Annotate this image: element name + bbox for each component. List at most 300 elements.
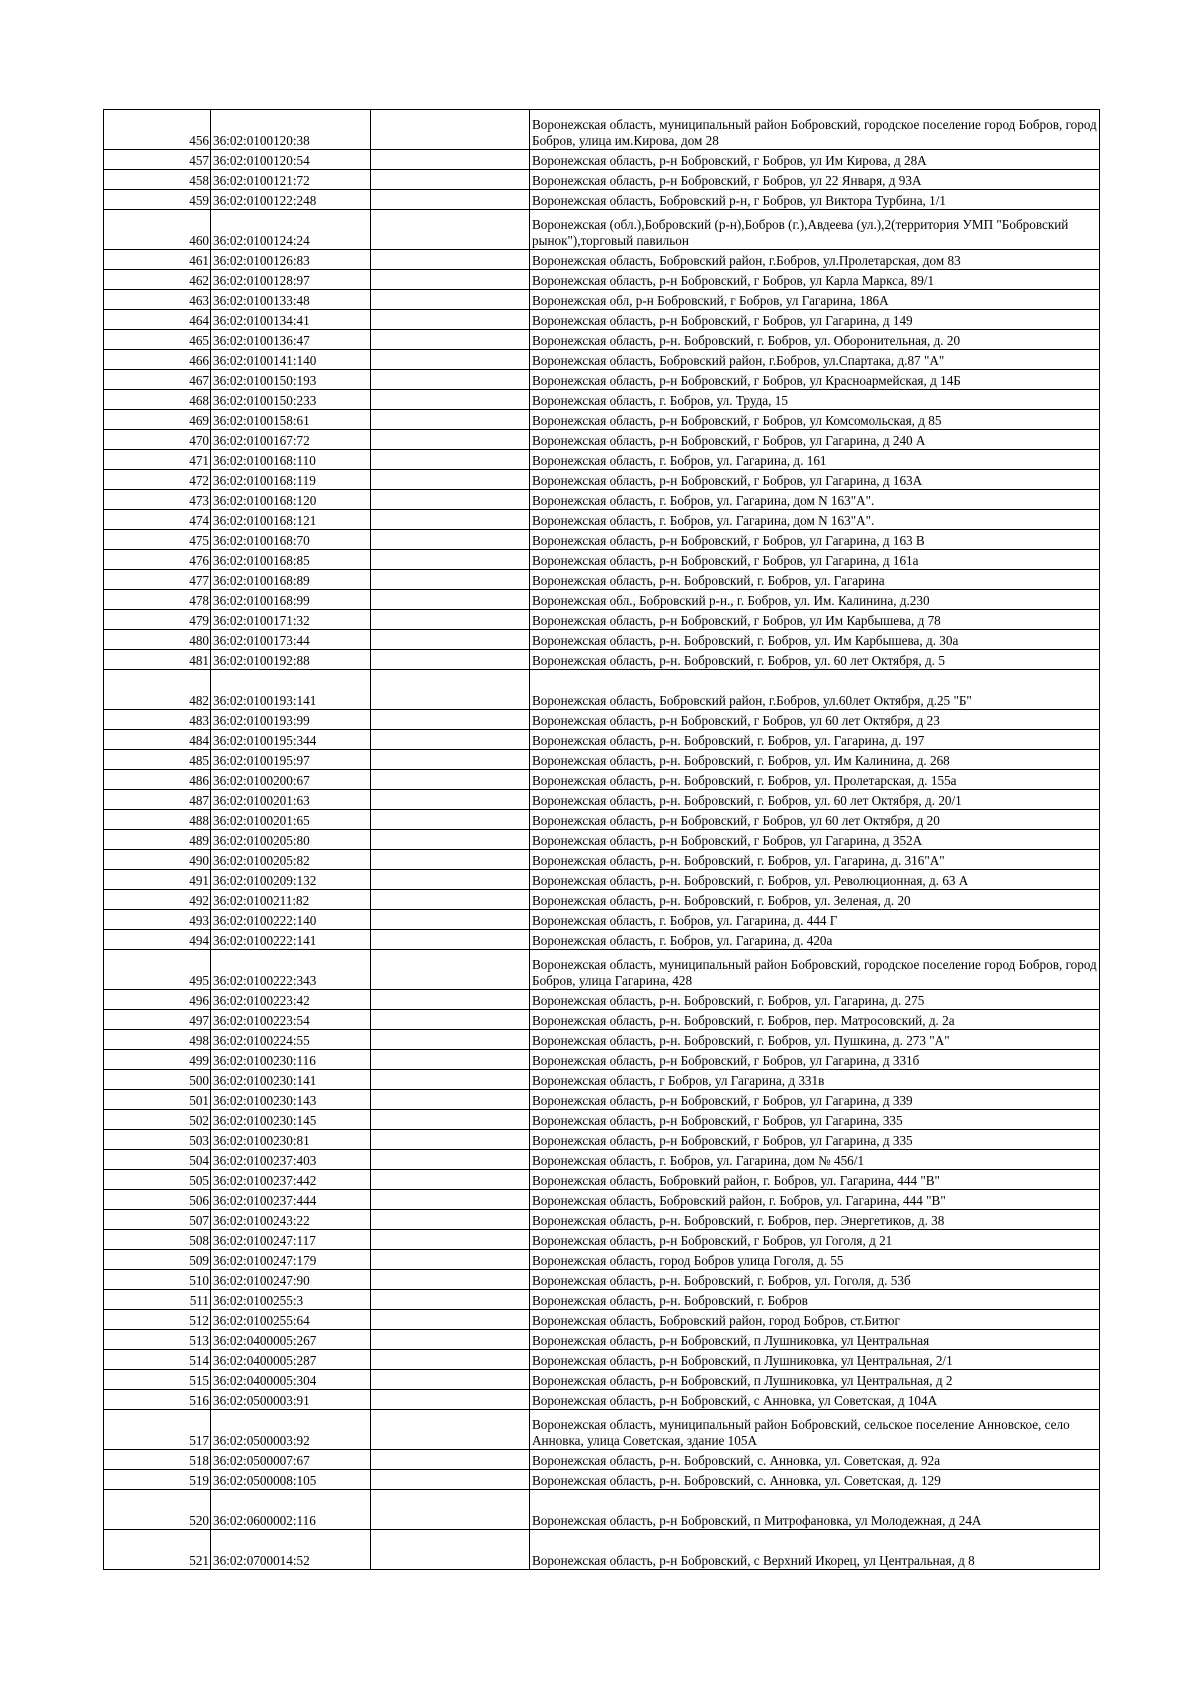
cadastral-number-cell: 36:02:0400005:267 [211, 1330, 371, 1350]
empty-cell [371, 530, 530, 550]
cadastral-number-cell: 36:02:0100173:44 [211, 630, 371, 650]
cadastral-number-cell: 36:02:0100247:90 [211, 1270, 371, 1290]
empty-cell [371, 470, 530, 490]
row-number-cell: 482 [104, 670, 211, 710]
cadastral-number-cell: 36:02:0100150:233 [211, 390, 371, 410]
address-cell: Воронежская область, р-н. Бобровский, г. Бобров, ул. Гоголя, д. 53б [530, 1270, 1100, 1290]
address-cell: Воронежская область, р-н. Бобровский, с. Анновка, ул. Советская, д. 129 [530, 1470, 1100, 1490]
address-cell: Воронежская область, Бобровкий район, г. Бобров, ул. Гагарина, 444 "В" [530, 1170, 1100, 1190]
row-number-cell: 514 [104, 1350, 211, 1370]
row-number-cell: 501 [104, 1090, 211, 1110]
address-cell: Воронежская область, г. Бобров, ул. Гагарина, дом № 456/1 [530, 1150, 1100, 1170]
empty-cell [371, 1350, 530, 1370]
address-cell: Воронежская область, р-н Бобровский, г Бобров, ул Комсомольская, д 85 [530, 410, 1100, 430]
cadastral-number-cell: 36:02:0100223:42 [211, 990, 371, 1010]
row-number-cell: 468 [104, 390, 211, 410]
row-number-cell: 465 [104, 330, 211, 350]
empty-cell [371, 770, 530, 790]
empty-cell [371, 1270, 530, 1290]
empty-cell [371, 190, 530, 210]
address-cell: Воронежская область, р-н Бобровский, г Бобров, ул Карла Маркса, 89/1 [530, 270, 1100, 290]
empty-cell [371, 830, 530, 850]
cadastral-number-cell: 36:02:0100255:64 [211, 1310, 371, 1330]
cadastral-number-cell: 36:02:0100128:97 [211, 270, 371, 290]
address-cell: Воронежская область, р-н. Бобровский, г. Бобров, ул. Гагарина, д. 316"А" [530, 850, 1100, 870]
row-number-cell: 504 [104, 1150, 211, 1170]
empty-cell [371, 170, 530, 190]
empty-cell [371, 990, 530, 1010]
empty-cell [371, 1130, 530, 1150]
cadastral-number-cell: 36:02:0100223:54 [211, 1010, 371, 1030]
registry-table [103, 109, 1100, 1570]
cadastral-number-cell: 36:02:0100230:141 [211, 1070, 371, 1090]
row-number-cell: 461 [104, 250, 211, 270]
empty-cell [371, 210, 530, 250]
table-row [104, 1310, 1100, 1330]
row-number-cell: 464 [104, 310, 211, 330]
address-cell: Воронежская область, р-н Бобровский, г Бобров, ул Гагарина, 335 [530, 1110, 1100, 1130]
table-row [104, 710, 1100, 730]
address-cell: Воронежская область, р-н Бобровский, г Бобров, ул Гагарина, д 331б [530, 1050, 1100, 1070]
address-cell: Воронежская область, р-н. Бобровский, г. Бобров, ул. Оборонительная, д. 20 [530, 330, 1100, 350]
table-row [104, 590, 1100, 610]
empty-cell [371, 810, 530, 830]
cadastral-number-cell: 36:02:0100222:343 [211, 950, 371, 990]
table-row [104, 670, 1100, 710]
address-cell: Воронежская (обл.),Бобровский (р-н),Бобров (г.),Авдеева (ул.),2(территория УМП "Бобровский рынок"),торговый павильон [530, 210, 1100, 250]
empty-cell [371, 410, 530, 430]
table-row [104, 170, 1100, 190]
row-number-cell: 520 [104, 1490, 211, 1530]
address-cell: Воронежская область, р-н Бобровский, п Лушниковка, ул Центральная [530, 1330, 1100, 1350]
row-number-cell: 489 [104, 830, 211, 850]
address-cell: Воронежская область, р-н Бобровский, г Бобров, ул 60 лет Октября, д 20 [530, 810, 1100, 830]
address-cell: Воронежская обл, р-н Бобровский, г Бобров, ул Гагарина, 186А [530, 290, 1100, 310]
address-cell: Воронежская область, р-н. Бобровский, г. Бобров, ул. Гагарина, д. 275 [530, 990, 1100, 1010]
address-cell: Воронежская область, р-н Бобровский, г Бобров, ул Гагарина, д 149 [530, 310, 1100, 330]
address-cell: Воронежская область, муниципальный район Бобровский, городское поселение город Бобров, город Бобров, улица им.Кирова, дом 28 [530, 110, 1100, 150]
row-number-cell: 494 [104, 930, 211, 950]
empty-cell [371, 1090, 530, 1110]
table-row [104, 1030, 1100, 1050]
empty-cell [371, 450, 530, 470]
cadastral-number-cell: 36:02:0100209:132 [211, 870, 371, 890]
table-row [104, 890, 1100, 910]
empty-cell [371, 1390, 530, 1410]
cadastral-number-cell: 36:02:0100211:82 [211, 890, 371, 910]
empty-cell [371, 1370, 530, 1390]
empty-cell [371, 1470, 530, 1490]
empty-cell [371, 910, 530, 930]
cadastral-number-cell: 36:02:0100168:119 [211, 470, 371, 490]
cadastral-number-cell: 36:02:0100158:61 [211, 410, 371, 430]
row-number-cell: 518 [104, 1450, 211, 1470]
table-row [104, 1130, 1100, 1150]
empty-cell [371, 550, 530, 570]
row-number-cell: 463 [104, 290, 211, 310]
row-number-cell: 508 [104, 1230, 211, 1250]
row-number-cell: 497 [104, 1010, 211, 1030]
address-cell: Воронежская область, р-н. Бобровский, г. Бобров, ул. Зеленая, д. 20 [530, 890, 1100, 910]
cadastral-number-cell: 36:02:0100205:80 [211, 830, 371, 850]
empty-cell [371, 390, 530, 410]
row-number-cell: 496 [104, 990, 211, 1010]
table-row [104, 870, 1100, 890]
table-row [104, 570, 1100, 590]
table-row [104, 1470, 1100, 1490]
cadastral-number-cell: 36:02:0100201:63 [211, 790, 371, 810]
row-number-cell: 469 [104, 410, 211, 430]
empty-cell [371, 930, 530, 950]
row-number-cell: 473 [104, 490, 211, 510]
empty-cell [371, 350, 530, 370]
address-cell: Воронежская область, г. Бобров, ул. Гагарина, д. 444 Г [530, 910, 1100, 930]
table-row [104, 1350, 1100, 1370]
cadastral-number-cell: 36:02:0100230:143 [211, 1090, 371, 1110]
empty-cell [371, 950, 530, 990]
address-cell: Воронежская область, муниципальный район Бобровский, городское поселение город Бобров, город Бобров, улица Гагарина, 428 [530, 950, 1100, 990]
empty-cell [371, 1250, 530, 1270]
empty-cell [371, 1110, 530, 1130]
empty-cell [371, 250, 530, 270]
empty-cell [371, 850, 530, 870]
row-number-cell: 470 [104, 430, 211, 450]
table-row [104, 150, 1100, 170]
row-number-cell: 491 [104, 870, 211, 890]
cadastral-number-cell: 36:02:0100195:344 [211, 730, 371, 750]
row-number-cell: 483 [104, 710, 211, 730]
cadastral-number-cell: 36:02:0100230:145 [211, 1110, 371, 1130]
table-row [104, 490, 1100, 510]
address-cell: Воронежская область, г Бобров, ул Гагарина, д 331в [530, 1070, 1100, 1090]
address-cell: Воронежская область, Бобровский район, г.Бобров, ул.Пролетарская, дом 83 [530, 250, 1100, 270]
cadastral-number-cell: 36:02:0100237:442 [211, 1170, 371, 1190]
row-number-cell: 486 [104, 770, 211, 790]
row-number-cell: 476 [104, 550, 211, 570]
table-row [104, 110, 1100, 150]
row-number-cell: 519 [104, 1470, 211, 1490]
cadastral-number-cell: 36:02:0500008:105 [211, 1470, 371, 1490]
row-number-cell: 492 [104, 890, 211, 910]
table-row [104, 210, 1100, 250]
empty-cell [371, 570, 530, 590]
cadastral-number-cell: 36:02:0100126:83 [211, 250, 371, 270]
row-number-cell: 472 [104, 470, 211, 490]
empty-cell [371, 1450, 530, 1470]
cadastral-number-cell: 36:02:0100168:85 [211, 550, 371, 570]
empty-cell [371, 1150, 530, 1170]
table-row [104, 1230, 1100, 1250]
address-cell: Воронежская область, г. Бобров, ул. Гагарина, дом N 163"А". [530, 510, 1100, 530]
empty-cell [371, 1070, 530, 1090]
table-row [104, 1530, 1100, 1570]
cadastral-number-cell: 36:02:0100168:70 [211, 530, 371, 550]
table-row [104, 1210, 1100, 1230]
empty-cell [371, 370, 530, 390]
empty-cell [371, 870, 530, 890]
table-row [104, 790, 1100, 810]
cadastral-number-cell: 36:02:0100237:444 [211, 1190, 371, 1210]
empty-cell [371, 1330, 530, 1350]
cadastral-number-cell: 36:02:0100247:117 [211, 1230, 371, 1250]
table-row [104, 270, 1100, 290]
empty-cell [371, 790, 530, 810]
table-row [104, 1250, 1100, 1270]
table-row [104, 1330, 1100, 1350]
table-row [104, 830, 1100, 850]
empty-cell [371, 670, 530, 710]
address-cell: Воронежская область, р-н Бобровский, п Лушниковка, ул Центральная, 2/1 [530, 1350, 1100, 1370]
address-cell: Воронежская область, р-н Бобровский, п Лушниковка, ул Центральная, д 2 [530, 1370, 1100, 1390]
empty-cell [371, 1010, 530, 1030]
empty-cell [371, 310, 530, 330]
row-number-cell: 500 [104, 1070, 211, 1090]
table-row [104, 330, 1100, 350]
row-number-cell: 485 [104, 750, 211, 770]
row-number-cell: 516 [104, 1390, 211, 1410]
cadastral-number-cell: 36:02:0100195:97 [211, 750, 371, 770]
row-number-cell: 521 [104, 1530, 211, 1570]
table-row [104, 290, 1100, 310]
table-row [104, 1190, 1100, 1210]
empty-cell [371, 330, 530, 350]
cadastral-number-cell: 36:02:0100255:3 [211, 1290, 371, 1310]
address-cell: Воронежская область, р-н Бобровский, г Бобров, ул 60 лет Октября, д 23 [530, 710, 1100, 730]
cadastral-number-cell: 36:02:0100133:48 [211, 290, 371, 310]
row-number-cell: 505 [104, 1170, 211, 1190]
table-row [104, 470, 1100, 490]
row-number-cell: 498 [104, 1030, 211, 1050]
table-row [104, 950, 1100, 990]
address-cell: Воронежская область, р-н Бобровский, г Бобров, ул Гагарина, д 163А [530, 470, 1100, 490]
address-cell: Воронежская область, р-н. Бобровский, г. Бобров, ул. Гагарина, д. 197 [530, 730, 1100, 750]
empty-cell [371, 1490, 530, 1530]
table-row [104, 990, 1100, 1010]
cadastral-number-cell: 36:02:0600002:116 [211, 1490, 371, 1530]
empty-cell [371, 150, 530, 170]
table-row [104, 1110, 1100, 1130]
row-number-cell: 506 [104, 1190, 211, 1210]
table-row [104, 530, 1100, 550]
cadastral-number-cell: 36:02:0100168:121 [211, 510, 371, 530]
address-cell: Воронежская область, р-н. Бобровский, г. Бобров, ул. Революционная, д. 63 А [530, 870, 1100, 890]
empty-cell [371, 650, 530, 670]
cadastral-number-cell: 36:02:0100168:120 [211, 490, 371, 510]
row-number-cell: 466 [104, 350, 211, 370]
cadastral-number-cell: 36:02:0100120:38 [211, 110, 371, 150]
row-number-cell: 460 [104, 210, 211, 250]
cadastral-number-cell: 36:02:0100193:141 [211, 670, 371, 710]
empty-cell [371, 630, 530, 650]
cadastral-number-cell: 36:02:0100124:24 [211, 210, 371, 250]
cadastral-number-cell: 36:02:0100205:82 [211, 850, 371, 870]
cadastral-number-cell: 36:02:0400005:304 [211, 1370, 371, 1390]
cadastral-number-cell: 36:02:0100168:110 [211, 450, 371, 470]
address-cell: Воронежская область, р-н Бобровский, г Бобров, ул Гоголя, д 21 [530, 1230, 1100, 1250]
cadastral-number-cell: 36:02:0100168:89 [211, 570, 371, 590]
table-row [104, 1490, 1100, 1530]
table-row [104, 390, 1100, 410]
cadastral-number-cell: 36:02:0100222:141 [211, 930, 371, 950]
table-row [104, 1170, 1100, 1190]
row-number-cell: 484 [104, 730, 211, 750]
address-cell: Воронежская область, р-н Бобровский, г Бобров, ул Гагарина, д 240 А [530, 430, 1100, 450]
row-number-cell: 512 [104, 1310, 211, 1330]
address-cell: Воронежская область, р-н. Бобровский, г. Бобров, ул. Гагарина [530, 570, 1100, 590]
empty-cell [371, 1290, 530, 1310]
row-number-cell: 503 [104, 1130, 211, 1150]
empty-cell [371, 110, 530, 150]
empty-cell [371, 1310, 530, 1330]
table-row [104, 1050, 1100, 1070]
row-number-cell: 477 [104, 570, 211, 590]
address-cell: Воронежская область, р-н Бобровский, г Бобров, ул Гагарина, д 335 [530, 1130, 1100, 1150]
address-cell: Воронежская область, р-н Бобровский, с Анновка, ул Советская, д 104А [530, 1390, 1100, 1410]
row-number-cell: 462 [104, 270, 211, 290]
address-cell: Воронежская область, р-н. Бобровский, г. Бобров, ул. 60 лет Октября, д. 5 [530, 650, 1100, 670]
table-row [104, 370, 1100, 390]
cadastral-number-cell: 36:02:0500003:92 [211, 1410, 371, 1450]
address-cell: Воронежская область, р-н Бобровский, г Бобров, ул Им Кирова, д 28А [530, 150, 1100, 170]
row-number-cell: 517 [104, 1410, 211, 1450]
row-number-cell: 459 [104, 190, 211, 210]
cadastral-number-cell: 36:02:0100237:403 [211, 1150, 371, 1170]
table-row [104, 410, 1100, 430]
cadastral-number-cell: 36:02:0100150:193 [211, 370, 371, 390]
row-number-cell: 458 [104, 170, 211, 190]
table-row [104, 650, 1100, 670]
cadastral-number-cell: 36:02:0100122:248 [211, 190, 371, 210]
row-number-cell: 511 [104, 1290, 211, 1310]
table-row [104, 770, 1100, 790]
empty-cell [371, 270, 530, 290]
row-number-cell: 481 [104, 650, 211, 670]
table-row [104, 1070, 1100, 1090]
table-row [104, 450, 1100, 470]
empty-cell [371, 1030, 530, 1050]
row-number-cell: 471 [104, 450, 211, 470]
cadastral-number-cell: 36:02:0100168:99 [211, 590, 371, 610]
cadastral-number-cell: 36:02:0100230:116 [211, 1050, 371, 1070]
address-cell: Воронежская область, р-н. Бобровский, г. Бобров, ул. Пушкина, д. 273 "А" [530, 1030, 1100, 1050]
address-cell: Воронежская область, р-н. Бобровский, г. Бобров, пер. Матросовский, д. 2а [530, 1010, 1100, 1030]
empty-cell [371, 290, 530, 310]
address-cell: Воронежская область, Бобровский район, г. Бобров, ул. Гагарина, 444 "В" [530, 1190, 1100, 1210]
row-number-cell: 490 [104, 850, 211, 870]
cadastral-number-cell: 36:02:0100200:67 [211, 770, 371, 790]
cadastral-number-cell: 36:02:0400005:287 [211, 1350, 371, 1370]
empty-cell [371, 1410, 530, 1450]
row-number-cell: 509 [104, 1250, 211, 1270]
empty-cell [371, 1190, 530, 1210]
address-cell: Воронежская область, р-н. Бобровский, г. Бобров, ул. Им Калинина, д. 268 [530, 750, 1100, 770]
cadastral-number-cell: 36:02:0100201:65 [211, 810, 371, 830]
row-number-cell: 456 [104, 110, 211, 150]
table-row [104, 1450, 1100, 1470]
row-number-cell: 502 [104, 1110, 211, 1130]
address-cell: Воронежская обл., Бобровский р-н., г. Бобров, ул. Им. Калинина, д.230 [530, 590, 1100, 610]
address-cell: Воронежская область, р-н. Бобровский, с. Анновка, ул. Советская, д. 92а [530, 1450, 1100, 1470]
row-number-cell: 478 [104, 590, 211, 610]
empty-cell [371, 750, 530, 770]
table-row [104, 1090, 1100, 1110]
address-cell: Воронежская область, р-н Бобровский, г Бобров, ул Гагарина, д 163 В [530, 530, 1100, 550]
cadastral-number-cell: 36:02:0100134:41 [211, 310, 371, 330]
cadastral-number-cell: 36:02:0100120:54 [211, 150, 371, 170]
row-number-cell: 510 [104, 1270, 211, 1290]
cadastral-number-cell: 36:02:0500007:67 [211, 1450, 371, 1470]
address-cell: Воронежская область, город Бобров улица Гоголя, д. 55 [530, 1250, 1100, 1270]
address-cell: Воронежская область, Бобровский район, г.Бобров, ул.Спартака, д.87 "А" [530, 350, 1100, 370]
table-row [104, 1390, 1100, 1410]
row-number-cell: 487 [104, 790, 211, 810]
row-number-cell: 479 [104, 610, 211, 630]
row-number-cell: 493 [104, 910, 211, 930]
table-row [104, 1290, 1100, 1310]
empty-cell [371, 1050, 530, 1070]
address-cell: Воронежская область, Бобровский район, город Бобров, ст.Битюг [530, 1310, 1100, 1330]
table-row [104, 350, 1100, 370]
cadastral-number-cell: 36:02:0100167:72 [211, 430, 371, 450]
row-number-cell: 474 [104, 510, 211, 530]
table-row [104, 250, 1100, 270]
table-row [104, 850, 1100, 870]
row-number-cell: 495 [104, 950, 211, 990]
cadastral-number-cell: 36:02:0100121:72 [211, 170, 371, 190]
empty-cell [371, 510, 530, 530]
empty-cell [371, 430, 530, 450]
address-cell: Воронежская область, р-н Бобровский, г Бобров, ул Красноармейская, д 14Б [530, 370, 1100, 390]
address-cell: Воронежская область, р-н. Бобровский, г. Бобров, ул. 60 лет Октября, д. 20/1 [530, 790, 1100, 810]
empty-cell [371, 490, 530, 510]
row-number-cell: 480 [104, 630, 211, 650]
address-cell: Воронежская область, р-н. Бобровский, г. Бобров [530, 1290, 1100, 1310]
empty-cell [371, 730, 530, 750]
table-row [104, 1270, 1100, 1290]
cadastral-number-cell: 36:02:0100224:55 [211, 1030, 371, 1050]
address-cell: Воронежская область, р-н Бобровский, с Верхний Икорец, ул Центральная, д 8 [530, 1530, 1100, 1570]
table-row [104, 610, 1100, 630]
empty-cell [371, 1530, 530, 1570]
address-cell: Воронежская область, г. Бобров, ул. Гагарина, д. 161 [530, 450, 1100, 470]
address-cell: Воронежская область, р-н Бобровский, г Бобров, ул Им Карбышева, д 78 [530, 610, 1100, 630]
table-row [104, 190, 1100, 210]
table-row [104, 430, 1100, 450]
table-row [104, 750, 1100, 770]
cadastral-number-cell: 36:02:0100171:32 [211, 610, 371, 630]
row-number-cell: 475 [104, 530, 211, 550]
table-row [104, 930, 1100, 950]
cadastral-number-cell: 36:02:0500003:91 [211, 1390, 371, 1410]
cadastral-number-cell: 36:02:0100193:99 [211, 710, 371, 730]
empty-cell [371, 1230, 530, 1250]
empty-cell [371, 610, 530, 630]
cadastral-number-cell: 36:02:0100136:47 [211, 330, 371, 350]
table-row [104, 810, 1100, 830]
table-row [104, 1410, 1100, 1450]
row-number-cell: 513 [104, 1330, 211, 1350]
address-cell: Воронежская область, г. Бобров, ул. Гагарина, д. 420а [530, 930, 1100, 950]
table-row [104, 550, 1100, 570]
row-number-cell: 499 [104, 1050, 211, 1070]
address-cell: Воронежская область, р-н. Бобровский, г. Бобров, пер. Энергетиков, д. 38 [530, 1210, 1100, 1230]
address-cell: Воронежская область, муниципальный район Бобровский, сельское поселение Анновское, село Анновка, улица Советская, здание 105А [530, 1410, 1100, 1450]
row-number-cell: 467 [104, 370, 211, 390]
address-cell: Воронежская область, г. Бобров, ул. Труда, 15 [530, 390, 1100, 410]
address-cell: Воронежская область, р-н Бобровский, г Бобров, ул Гагарина, д 352А [530, 830, 1100, 850]
address-cell: Воронежская область, р-н Бобровский, г Бобров, ул Гагарина, д 161а [530, 550, 1100, 570]
cadastral-number-cell: 36:02:0100230:81 [211, 1130, 371, 1150]
